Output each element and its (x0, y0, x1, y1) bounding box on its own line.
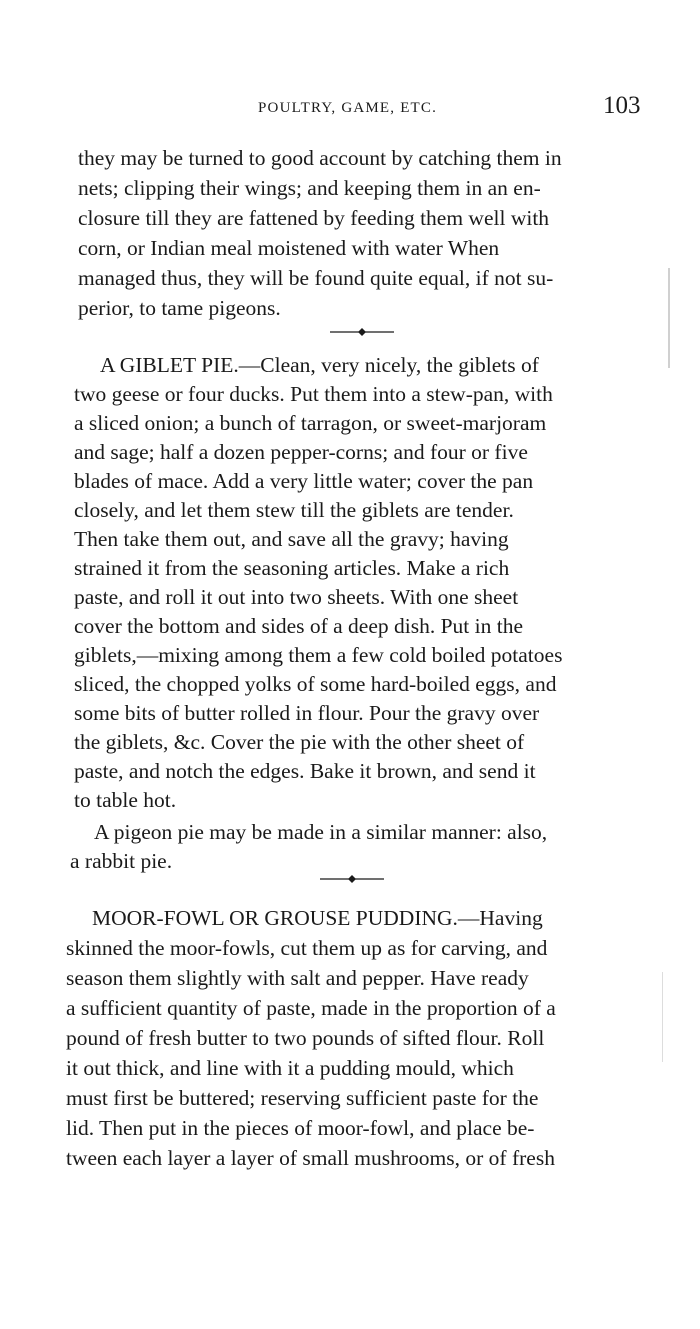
text-line: sliced, the chopped yolks of some hard-boiled eggs, and (74, 672, 557, 696)
text-line: the giblets, &c. Cover the pie with the other sheet of (74, 730, 525, 754)
text-line: a sliced onion; a bunch of tarragon, or sweet-marjoram (74, 411, 547, 435)
text-line: giblets,—mixing among them a few cold boiled potatoes (74, 643, 563, 667)
text-line: they may be turned to good account by catching them in (78, 146, 562, 170)
text-line: Then take them out, and save all the gravy; having (74, 527, 509, 551)
text-line: cover the bottom and sides of a deep dish. Put in the (74, 614, 524, 638)
text-line: and sage; half a dozen pepper-corns; and four or five (74, 440, 528, 464)
text-line: corn, or Indian meal moistened with water When (78, 236, 500, 260)
text-line: skinned the moor-fowls, cut them up as for carving, and (66, 936, 548, 960)
text-line: closure till they are fattened by feeding them well with (78, 206, 550, 230)
scan-margin-mark (668, 268, 670, 368)
text-line: MOOR-FOWL OR GROUSE PUDDING.—Having (92, 906, 543, 930)
page-header (258, 92, 658, 122)
text-line: paste, and notch the edges. Bake it brown, and send it (74, 759, 536, 783)
text-line: closely, and let them stew till the giblets are tender. (74, 498, 514, 522)
text-line: two geese or four ducks. Put them into a stew-pan, with (74, 382, 553, 406)
text-line: strained it from the seasoning articles. Make a rich (74, 556, 510, 580)
section-divider-ornament (320, 874, 384, 884)
text-line: tween each layer a layer of small mushrooms, or of fresh (66, 1146, 555, 1170)
text-line: nets; clipping their wings; and keeping them in an en- (78, 176, 541, 200)
text-line: to table hot. (74, 788, 177, 812)
scan-margin-mark (662, 972, 663, 1062)
text-line: lid. Then put in the pieces of moor-fowl, and place be- (66, 1116, 535, 1140)
text-line: pound of fresh butter to two pounds of sifted flour. Roll (66, 1026, 545, 1050)
text-line: it out thick, and line with it a pudding mould, which (66, 1056, 514, 1080)
text-line: paste, and roll it out into two sheets. With one sheet (74, 585, 519, 609)
text-line: blades of mace. Add a very little water; cover the pan (74, 469, 534, 493)
text-line: some bits of butter rolled in flour. Pour the gravy over (74, 701, 540, 725)
section-divider-ornament (330, 327, 394, 337)
text-line: must first be buttered; reserving sufficient paste for the (66, 1086, 539, 1110)
text-line: A pigeon pie may be made in a similar manner: also, (94, 820, 548, 844)
text-line: a rabbit pie. (70, 849, 173, 873)
text-line: A GIBLET PIE.—Clean, very nicely, the giblets of (100, 353, 539, 377)
running-title: POULTRY, GAME, ETC. (258, 100, 438, 116)
page-number: 103 (603, 92, 641, 119)
text-line: season them slightly with salt and pepper. Have ready (66, 966, 529, 990)
text-line: managed thus, they will be found quite equal, if not su- (78, 266, 554, 290)
text-line: perior, to tame pigeons. (78, 296, 281, 320)
text-line: a sufficient quantity of paste, made in the proportion of a (66, 996, 556, 1020)
